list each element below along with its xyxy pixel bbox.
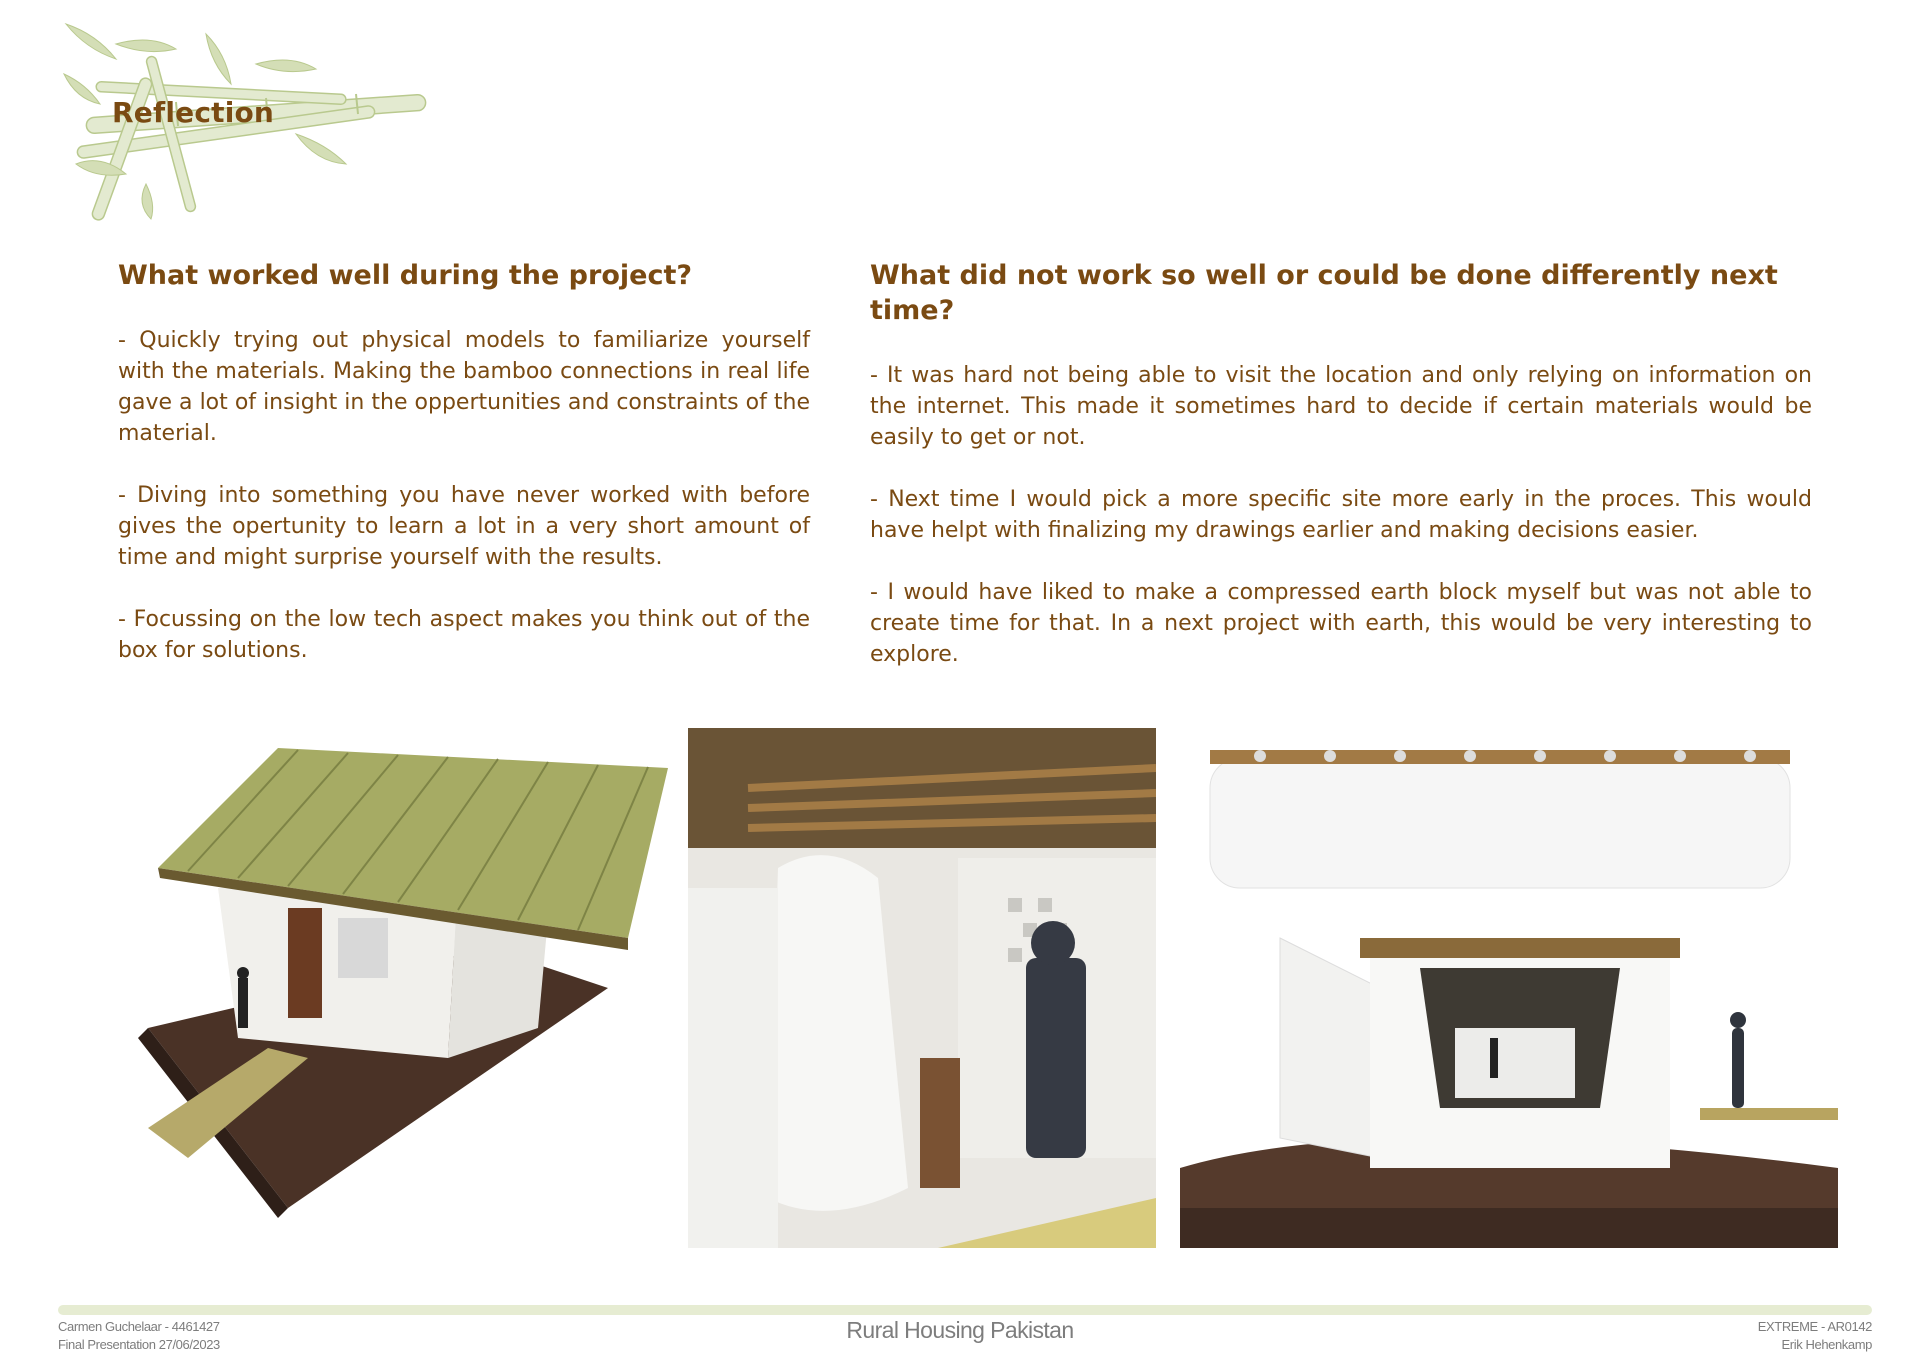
improvements-paragraph: - Next time I would pick a more specific site more early in the proces. This would have helpt with finalizing my drawings earlier and making decisions easier.: [870, 487, 1812, 544]
worked-well-heading: What worked well during the project?: [118, 260, 693, 291]
footer-divider: [58, 1305, 1872, 1315]
model-entrance-closeup-photo: [688, 728, 1156, 1248]
worked-well-section: [118, 258, 810, 697]
model-house-overview-photo: [128, 728, 676, 1218]
worked-well-paragraph: - Focussing on the low tech aspect makes you think out of the box for solutions.: [118, 607, 810, 664]
model-section-view-photo: [1180, 728, 1838, 1248]
improvements-paragraph: - I would have liked to make a compressed earth block myself but was not able to create time for that. In a next project with earth, this would be very interesting to explore.: [870, 580, 1812, 668]
footer-presentation-date: Final Presentation 27/06/2023: [58, 1337, 220, 1352]
footer-course-code: EXTREME - AR0142: [1757, 1319, 1872, 1334]
worked-well-paragraph: - Quickly trying out physical models to familiarize yourself with the materials. Making the bamboo connections in real life gave a lot of insight in the oppertunities and constraints of the material.: [118, 328, 810, 447]
improvements-paragraph: - It was hard not being able to visit the location and only relying on information on the internet. This made it sometimes hard to decide if certain materials would be easily to get or not.: [870, 363, 1812, 451]
footer-course-info: [1758, 1318, 1872, 1354]
improvements-section: [870, 258, 1812, 701]
worked-well-paragraph: - Diving into something you have never worked with before gives the opertunity to learn a lot in a very short amount of time and might surprise yourself with the results.: [118, 483, 810, 571]
footer-author: Carmen Guchelaar - 4461427: [58, 1319, 220, 1334]
improvements-heading: What did not work so well or could be done differently next time?: [870, 260, 1778, 327]
page-title: Reflection: [112, 96, 275, 129]
footer-project-title: Rural Housing Pakistan: [846, 1317, 1074, 1343]
footer-tutor: Erik Hehenkamp: [1781, 1337, 1872, 1352]
